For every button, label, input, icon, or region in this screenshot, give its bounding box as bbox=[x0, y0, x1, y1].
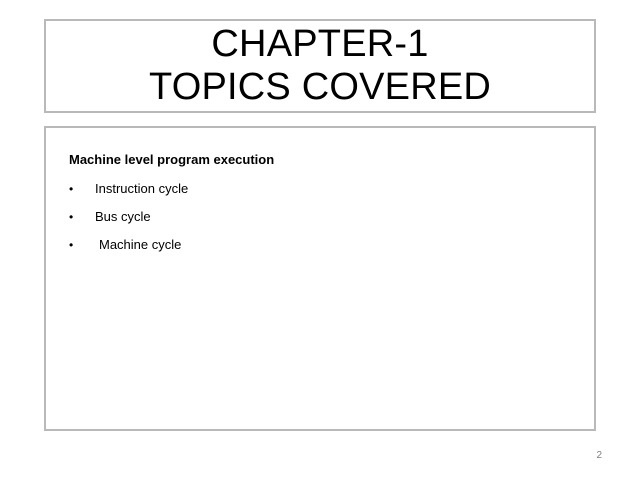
slide-title-line-1: CHAPTER-1 bbox=[211, 23, 429, 65]
topic-text: Instruction cycle bbox=[95, 181, 189, 196]
topic-item-bus-cycle bbox=[69, 209, 188, 237]
content-heading: Machine level program execution bbox=[69, 152, 275, 167]
topic-text: Machine cycle bbox=[99, 237, 182, 252]
topic-text: Bus cycle bbox=[95, 209, 151, 224]
topic-item-machine-cycle bbox=[69, 237, 188, 265]
bullet-marker: • bbox=[69, 210, 74, 224]
page-number: 2 bbox=[596, 450, 602, 461]
topic-item-instruction-cycle bbox=[69, 181, 188, 209]
slide-content-box bbox=[44, 126, 596, 431]
topic-list bbox=[69, 181, 188, 265]
slide-title-box bbox=[44, 19, 596, 113]
bullet-marker: • bbox=[69, 182, 74, 196]
slide-title-line-2: TOPICS COVERED bbox=[148, 66, 492, 108]
bullet-marker: • bbox=[69, 238, 74, 252]
